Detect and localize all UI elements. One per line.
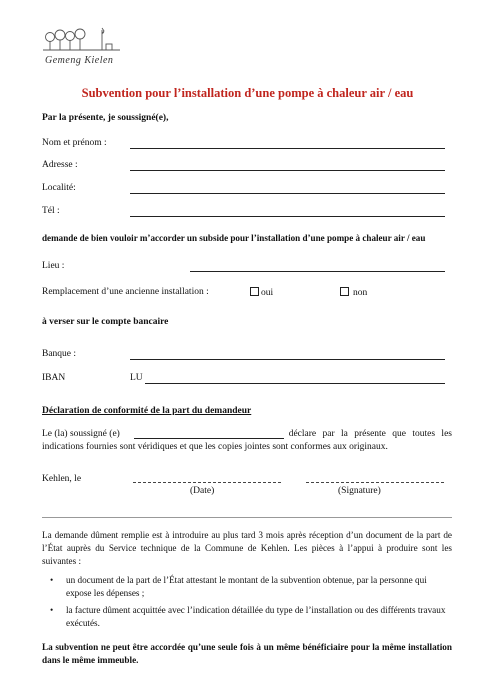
field-phone-label: Tél : <box>42 206 60 216</box>
trees-logo-icon <box>40 26 130 56</box>
intro-text: Par la présente, je soussigné(e), <box>42 113 169 123</box>
replacement-yes-label: oui <box>261 288 274 298</box>
checkbox-no[interactable] <box>340 287 349 296</box>
field-locality-label: Localité: <box>42 183 76 193</box>
declaration-text-end: déclare par la présente que toutes les <box>288 429 452 439</box>
field-name-input[interactable] <box>130 148 445 149</box>
list-item <box>42 574 452 600</box>
replacement-label: Remplacement d’une ancienne installation : <box>42 287 209 297</box>
field-address-input[interactable] <box>130 170 445 171</box>
declaration-heading: Déclaration de conformité de la part du demandeur <box>42 406 252 416</box>
commune-name: Gemeng Kielen <box>45 55 114 66</box>
date-label: (Date) <box>190 486 215 496</box>
replacement-no-option[interactable] <box>340 287 367 298</box>
bank-input[interactable] <box>130 359 445 360</box>
field-address-label: Adresse : <box>42 160 78 170</box>
signature-input[interactable] <box>306 482 444 483</box>
list-item-text: la facture dûment acquittée avec l’indication détaillée du type de l’installation ou des différents travaux exécutés. <box>66 605 446 628</box>
section-divider <box>42 517 452 518</box>
list-item-text: un document de la part de l’État attestant le montant de la subvention obtenue, par la personne qui expose les dépenses ; <box>66 575 427 598</box>
list-item <box>42 604 452 630</box>
declaration-text-line2: indications fournies sont véridiques et que les copies jointes sont conformes aux originaux. <box>42 442 388 452</box>
signature-place-label: Kehlen, le <box>42 474 82 484</box>
required-documents-list <box>42 574 452 630</box>
replacement-yes-option[interactable] <box>250 287 273 298</box>
location-label: Lieu : <box>42 261 65 271</box>
checkbox-yes[interactable] <box>250 287 259 296</box>
iban-input[interactable] <box>145 383 445 384</box>
iban-label: IBAN <box>42 373 66 383</box>
location-input[interactable] <box>190 271 445 272</box>
declarant-name-input[interactable] <box>134 438 284 439</box>
footer-note: La subvention ne peut être accordée qu’une seule fois à un même bénéficiaire pour la même installation dans le même immeuble. <box>42 642 452 665</box>
bank-label: Banque : <box>42 349 77 359</box>
form-title: Subvention pour l’installation d’une pompe à chaleur air / eau <box>81 86 414 100</box>
signature-label: (Signature) <box>338 486 381 496</box>
replacement-no-label: non <box>353 288 368 298</box>
field-phone-input[interactable] <box>130 216 445 217</box>
bank-heading: à verser sur le compte bancaire <box>42 317 169 327</box>
declaration-text-start: Le (la) soussigné (e) <box>42 429 120 439</box>
request-text: demande de bien vouloir m’accorder un subside pour l’installation d’une pompe à chaleur air / eau <box>42 233 426 243</box>
submission-notice: La demande dûment remplie est à introduire au plus tard 3 mois après réception d’un document de la part de l’État auprès du Service technique de la Commune de Kehlen. Les pièces à l’appui à produire sont les suivantes : <box>42 530 452 566</box>
field-locality-input[interactable] <box>130 193 445 194</box>
commune-logo <box>40 26 130 71</box>
field-name-label: Nom et prénom : <box>42 138 107 148</box>
iban-prefix: LU <box>130 373 143 383</box>
date-input[interactable] <box>133 482 281 483</box>
